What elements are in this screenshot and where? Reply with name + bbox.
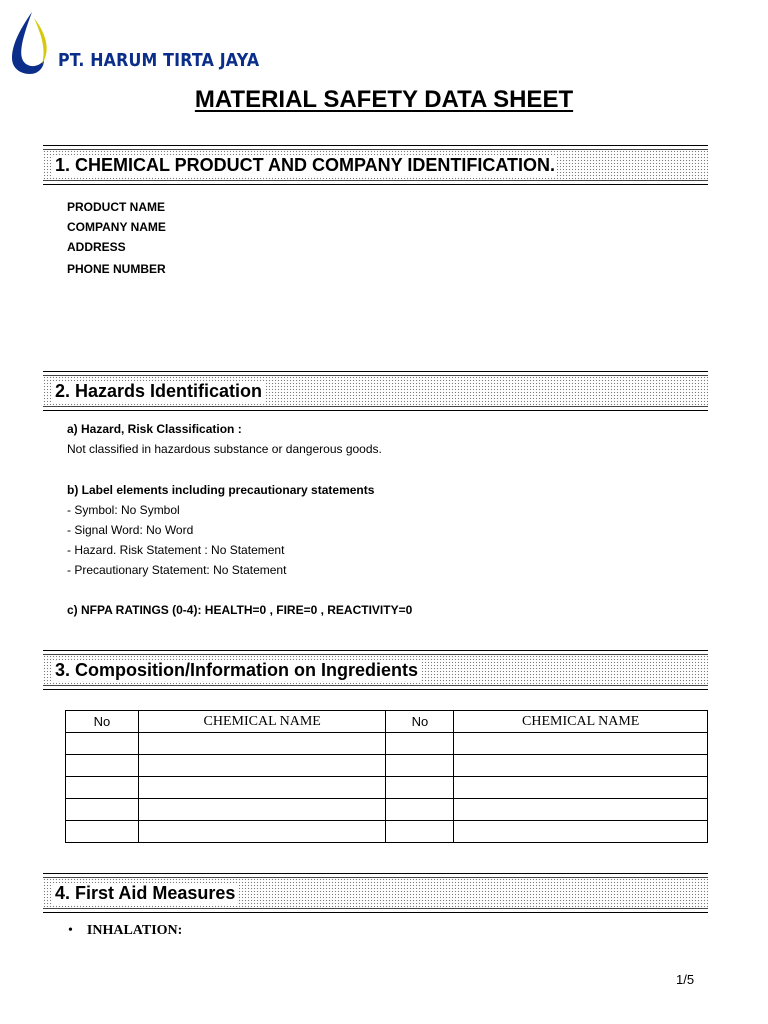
section-3-heading: 3. Composition/Information on Ingredients xyxy=(43,650,708,690)
water-drop-logo-icon xyxy=(10,10,50,76)
column-header-no: No xyxy=(66,711,139,733)
nfpa-ratings: c) NFPA RATINGS (0-4): HEALTH=0 , FIRE=0 , REACTIVITY=0 xyxy=(67,603,413,617)
section-1-heading: 1. CHEMICAL PRODUCT AND COMPANY IDENTIFICATION. xyxy=(43,145,708,185)
ingredients-table xyxy=(65,710,708,843)
column-header-no: No xyxy=(386,711,454,733)
company-name-label: COMPANY NAME xyxy=(67,220,166,234)
address-label: ADDRESS xyxy=(67,240,126,254)
table-header-row xyxy=(66,711,708,733)
column-header-chemical-name: CHEMICAL NAME xyxy=(138,711,386,733)
document-title: MATERIAL SAFETY DATA SHEET xyxy=(194,86,574,113)
section-4-heading: 4. First Aid Measures xyxy=(43,873,708,913)
label-element-item: - Precautionary Statement: No Statement xyxy=(67,563,287,577)
first-aid-item: • INHALATION: xyxy=(68,923,183,938)
column-header-chemical-name: CHEMICAL NAME xyxy=(454,711,708,733)
hazard-classification-label: a) Hazard, Risk Classification : xyxy=(67,422,242,436)
hazard-classification-text: Not classified in hazardous substance or dangerous goods. xyxy=(67,442,382,456)
table-row xyxy=(66,755,708,777)
section-2-heading: 2. Hazards Identification xyxy=(43,371,708,411)
bullet-icon: • xyxy=(68,923,73,938)
page-number: 1/5 xyxy=(676,972,695,987)
company-name: PT. HARUM TIRTA JAYA xyxy=(58,50,260,71)
table-row xyxy=(66,777,708,799)
label-element-item: - Signal Word: No Word xyxy=(67,523,194,537)
product-name-label: PRODUCT NAME xyxy=(67,200,165,214)
table-row xyxy=(66,821,708,843)
phone-number-label: PHONE NUMBER xyxy=(67,262,166,276)
table-row xyxy=(66,799,708,821)
label-elements-heading: b) Label elements including precautionary statements xyxy=(67,483,375,497)
table-row xyxy=(66,733,708,755)
label-element-item: - Hazard. Risk Statement : No Statement xyxy=(67,543,285,557)
label-element-item: - Symbol: No Symbol xyxy=(67,503,180,517)
company-logo xyxy=(10,10,50,81)
